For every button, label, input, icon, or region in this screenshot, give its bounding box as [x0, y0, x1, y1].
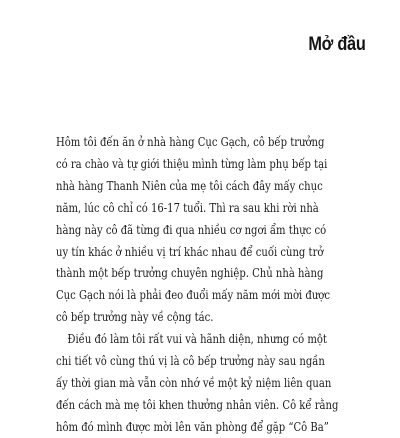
text-line: ấy thời gian mà vẫn còn nhớ về một kỷ niệm liên quan — [56, 374, 332, 390]
paragraph-1 — [56, 131, 356, 328]
body-text — [56, 131, 356, 438]
text-line: hôm đó mình được mời lên văn phòng để gặp “Cô Ba” — [56, 418, 329, 434]
text-line: hàng này cô đã từng đi qua nhiều cơ ngơi ẩm thực có — [56, 221, 327, 237]
text-line: uy tín khác ở nhiều vị trí khác nhau để cuối cùng trở — [56, 243, 324, 259]
text-line: cô bếp trưởng này về cộng tác. — [56, 309, 214, 325]
paragraph-2 — [56, 328, 356, 438]
text-line: đến cách mà mẹ tôi khen thưởng nhân viên. Cô kể rằng — [56, 396, 339, 412]
text-line: Hôm tôi đến ăn ở nhà hàng Cục Gạch, cô bếp trưởng — [56, 134, 325, 149]
text-line: năm, lúc cô chỉ có 16-17 tuổi. Thì ra sau khi rời nhà — [56, 199, 319, 215]
text-line: có ra chào và tự giới thiệu mình từng làm phụ bếp tại — [56, 155, 328, 171]
text-line: chi tiết vô cùng thú vị là cô bếp trưởng này sau ngần — [56, 353, 325, 369]
text-line: nhà hàng Thanh Niên của mẹ tôi cách đây mấy chục — [56, 177, 323, 193]
text-line: Điều đó làm tôi rất vui và hãnh diện, nhưng có một — [67, 331, 327, 347]
text-line: Cục Gạch nói là phải đeo đuổi mấy năm mới mời được — [56, 287, 330, 303]
chapter-heading: Mở đầu — [308, 34, 366, 55]
text-line: thành một bếp trưởng chuyên nghiệp. Chủ nhà hàng — [56, 265, 324, 281]
